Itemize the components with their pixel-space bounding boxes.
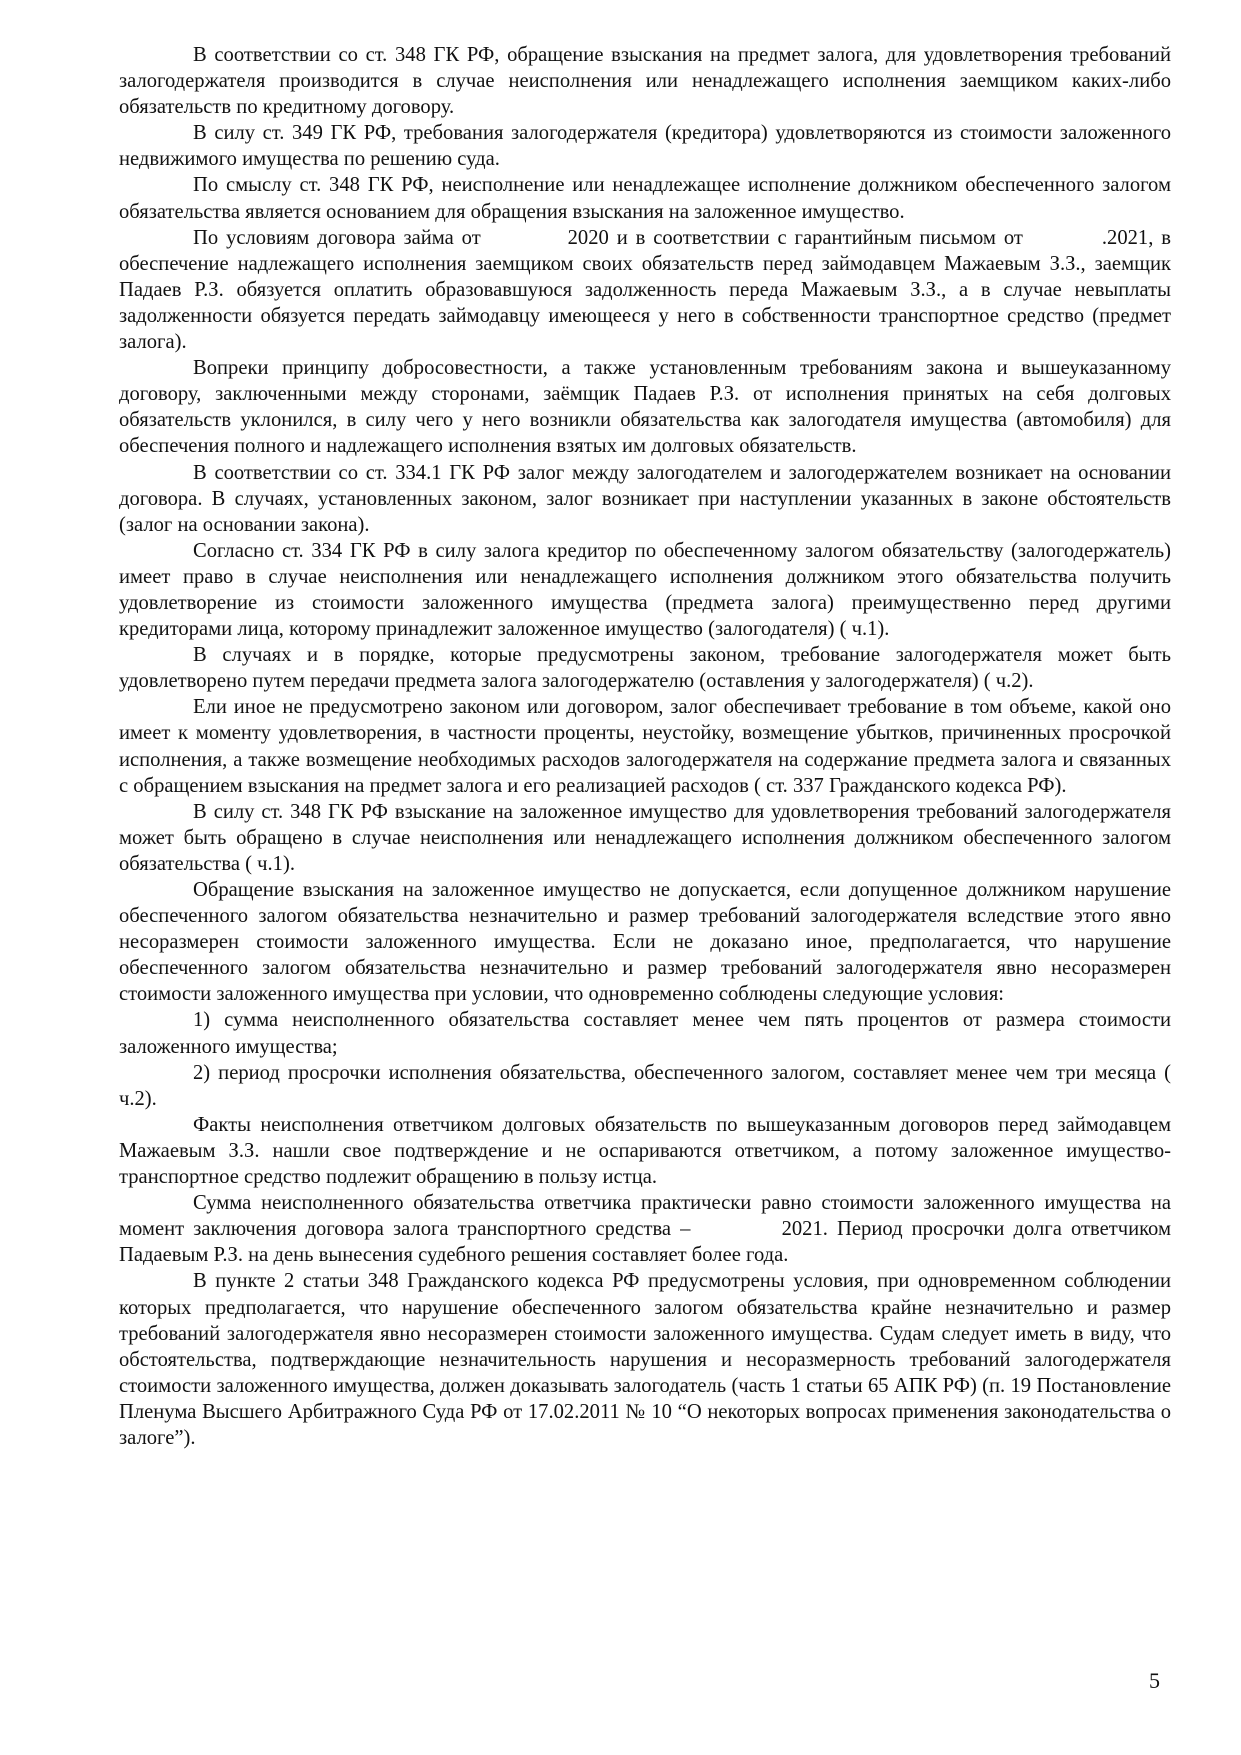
paragraph: Обращение взыскания на заложенное имущество не допускается, если допущенное должником нарушение обеспеченного залогом обязательства незначительно и размер требований залогодержателя вследствие этого явно несоразмерен стоимости заложенного имущества. Если не доказано иное, предполагается, что нарушение обеспеченного залогом обязательства незначительно и размер требований залогодержателя явно несоразмерен стоимости заложенного имущества при условии, что одновременно соблюдены следующие условия: [119,879,1171,1006]
paragraph: Факты неисполнения ответчиком долговых обязательств по вышеуказанным договоров перед займодавцем Мажаевым З.З. нашли свое подтверждение и не оспариваются ответчиком, а потому заложенное имущество- транспортное средство подлежит обращению в пользу истца. [119,1113,1171,1189]
paragraph: В пункте 2 статьи 348 Гражданского кодекса РФ предусмотрены условия, при одновременном соблюдении которых предполагается, что нарушение обеспеченного залогом обязательства крайне незначительно и размер требований залогодержателя явно несоразмерен стоимости заложенного имущества. Судам следует иметь в виду, что обстоятельства, подтверждающие незначительность нарушения и несоразмерность требований залогодержателя стоимости заложенного имущества, должен доказывать залогодатель (часть 1 статьи 65 АПК РФ) (п. 19 Постановление Пленума Высшего Арбитражного Суда РФ от 17.02.2011 № 10 “О некоторых вопросах применения законодательства о залоге”). [119,1270,1171,1449]
paragraph: В соответствии со ст. 334.1 ГК РФ залог между залогодателем и залогодержателем возникает на основании договора. В случаях, установленных законом, залог возникает при наступлении указанных в законе обстоятельств (залог на основании закона). [119,461,1171,536]
list-item: 1) сумма неисполненного обязательства составляет менее чем пять процентов от размера стоимости заложенного имущества; [119,1009,1171,1058]
paragraph: В силу ст. 348 ГК РФ взыскание на заложенное имущество для удовлетворения требований залогодержателя может быть обращено в случае неисполнения или ненадлежащего исполнения должником обеспеченного залогом обязательства ( ч.1). [119,800,1171,875]
list-item: 2) период просрочки исполнения обязательства, обеспеченного залогом, составляет менее чем три месяца ( ч.2). [119,1061,1171,1110]
paragraph: По условиям договора займа от 2020 и в соответствии с гарантийным письмом от .2021, в обеспечение надлежащего исполнения заемщиком своих обязательств перед займодавцем Мажаевым З.З., заемщик Падаев Р.З. обязуется оплатить образовавшуюся задолженность переда Мажаевым З.З., а в случае невыплаты задолженности обязуется передать займодавцу имеющееся у него в собственности транспортное средство (предмет залога). [119,226,1177,354]
page-number: 5 [1149,1668,1160,1693]
paragraph: Вопреки принципу добросовестности, а также установленным требованиям закона и вышеуказанному договору, заключенными между сторонами, заёмщик Падаев Р.З. от исполнения принятых на себя долговых обязательств уклонился, в силу чего у него возникли обязательства как залогодателя имущества (автомобиля) для обеспечения полного и надлежащего исполнения взятых им долговых обязательств. [119,357,1171,458]
paragraph: Сумма неисполненного обязательства ответчика практически равно стоимости заложенного имущества на момент заключения договора залога транспортного средства – 2021. Период просрочки долга ответчиком Падаевым Р.З. на день вынесения судебного решения составляет более года. [119,1192,1177,1267]
paragraph: Согласно ст. 334 ГК РФ в силу залога кредитор по обеспеченному залогом обязательству (залогодержатель) имеет право в случае неисполнения или ненадлежащего исполнения должником этого обязательства получить удовлетворение из стоимости заложенного имущества (предмета залога) преимущественно перед другими кредиторами лица, которому принадлежит заложенное имущество (залогодателя) ( ч.1). [119,539,1171,641]
paragraph: В силу ст. 349 ГК РФ, требования залогодержателя (кредитора) удовлетворяются из стоимости заложенного недвижимого имущества по решению суда. [119,122,1171,171]
paragraph: По смыслу ст. 348 ГК РФ, неисполнение или ненадлежащее исполнение должником обеспеченного залогом обязательства является основанием для обращения взыскания на заложенное имущество. [119,174,1171,223]
paragraph: Ели иное не предусмотрено законом или договором, залог обеспечивает требование в том объеме, какой оно имеет к моменту удовлетворения, в частности проценты, неустойку, возмещение убытков, причиненных просрочкой исполнения, а также возмещение необходимых расходов залогодержателя на содержание предмета залога и связанных с обращением взыскания на предмет залога и его реализацией расходов ( ст. 337 Гражданского кодекса РФ). [119,696,1171,797]
paragraph: В соответствии со ст. 348 ГК РФ, обращение взыскания на предмет залога, для удовлетворения требований залогодержателя производится в случае неисполнения или ненадлежащего исполнения заемщиком каких-либо обязательств по кредитному договору. [119,44,1171,119]
paragraph: В случаях и в порядке, которые предусмотрены законом, требование залогодержателя может быть удовлетворено путем передачи предмета залога залогодержателю (оставления у залогодержателя) ( ч.2). [119,644,1171,693]
document-body [119,42,1177,1451]
